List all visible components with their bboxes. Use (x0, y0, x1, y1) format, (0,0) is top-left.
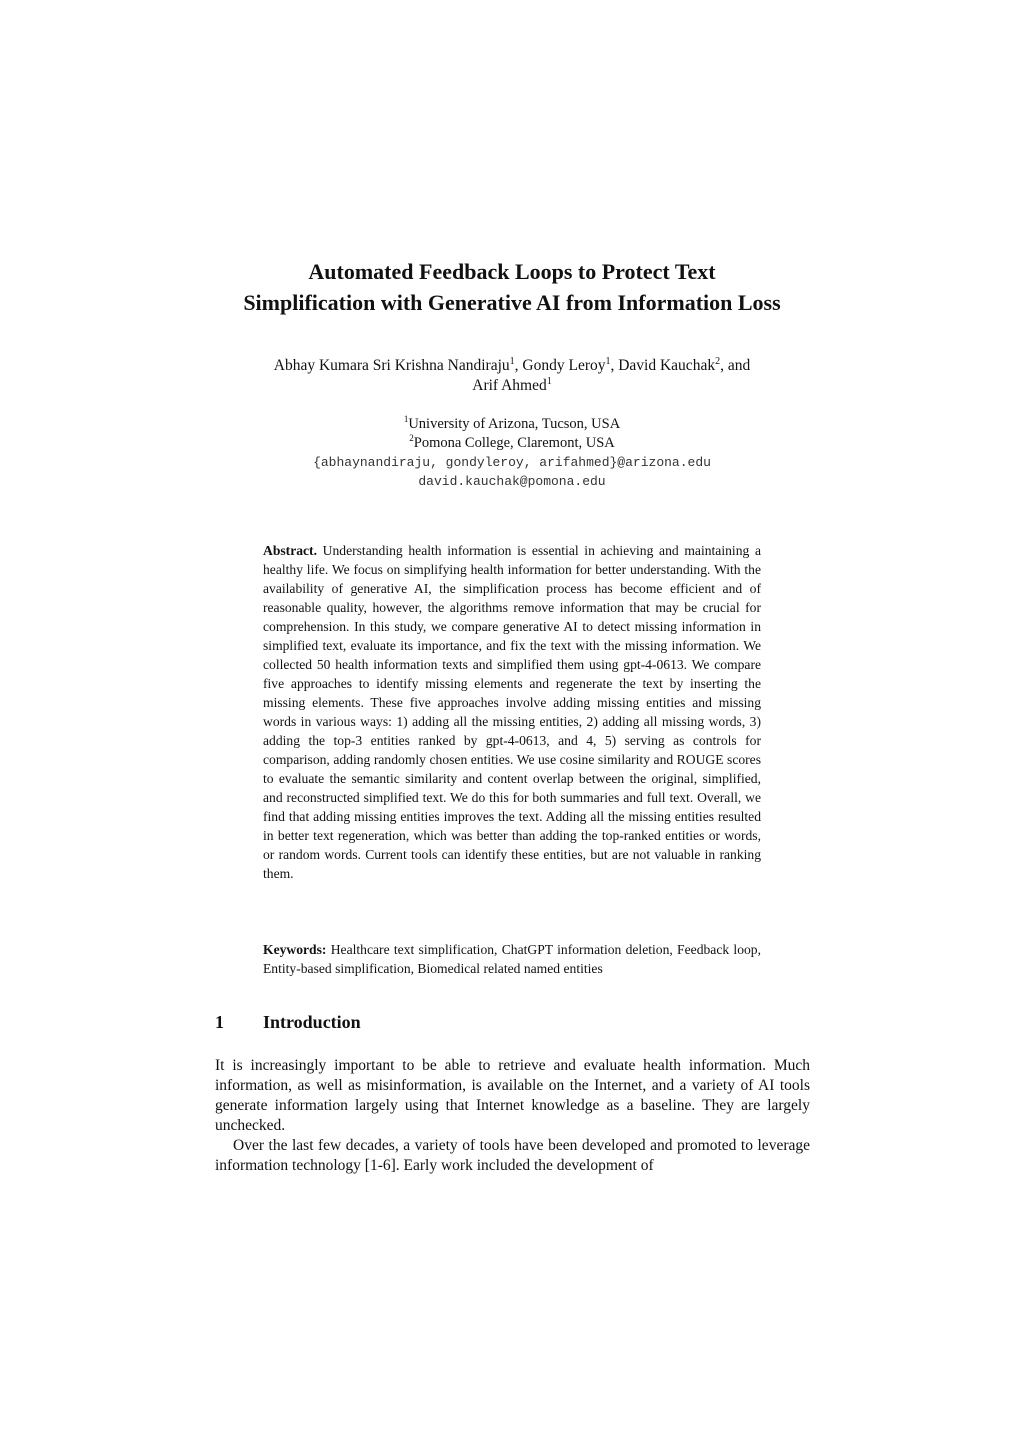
author-list (200, 356, 824, 396)
title-line-1: Automated Feedback Loops to Protect Text (308, 259, 716, 284)
paper-title (160, 256, 864, 318)
affiliation-2-text: Pomona College, Claremont, USA (413, 435, 615, 451)
affiliation-1-mark: 1 (403, 414, 409, 425)
keywords-text: Healthcare text simplification, ChatGPT information deletion, Feedback loop, Entity-based simplification, Biomedical related named entities (263, 942, 761, 976)
email-pomona: david.kauchak@pomona.edu (418, 474, 606, 489)
affiliation-1 (200, 415, 824, 434)
title-line-2: Simplification with Generative AI from Information Loss (243, 290, 781, 315)
section-title: Introduction (263, 1012, 361, 1032)
paragraph-1: It is increasingly important to be able to retrieve and evaluate health information. Much information, as well as misinformation, is available on the Internet, and a variety of AI tools generate information largely using that Internet knowledge as a baseline. They are largely unchecked. (215, 1057, 810, 1134)
keywords (263, 940, 761, 978)
author-1-affiliation-mark: 1 (509, 355, 515, 367)
paragraph-2: Over the last few decades, a variety of tools have been developed and promoted to leverage information technology [1-6]. Early work included the development of (215, 1137, 810, 1174)
affiliation-1-text: University of Arizona, Tucson, USA (408, 416, 621, 432)
section-heading-introduction (215, 1010, 615, 1034)
abstract (263, 541, 761, 883)
author-3: , David Kauchak (610, 357, 716, 374)
email-arizona: {abhaynandiraju, gondyleroy, arifahmed}@arizona.edu (313, 455, 711, 470)
author-3-affiliation-mark: 2 (715, 355, 721, 367)
author-4-affiliation-mark: 1 (546, 375, 552, 387)
author-2: , Gondy Leroy (514, 357, 606, 374)
author-1: Abhay Kumara Sri Krishna Nandiraju (273, 357, 510, 374)
abstract-label: Abstract. (263, 543, 317, 558)
author-4: Arif Ahmed (472, 377, 547, 394)
affiliation-2 (200, 434, 824, 453)
affiliations (200, 415, 824, 491)
author-2-affiliation-mark: 1 (605, 355, 611, 367)
author-conjunction: , and (720, 357, 751, 374)
section-number: 1 (215, 1012, 224, 1032)
abstract-text: Understanding health information is essential in achieving and maintaining a healthy life. We focus on simplifying health information for better understanding. With the availability of generative AI, the simplification process has become efficient and of reasonable quality, however, the algorithms remove information that may be crucial for comprehension. In this study, we compare generative AI to detect missing information in simplified text, evaluate its importance, and fix the text with the missing information. We collected 50 health information texts and simplified them using gpt-4-0613. We compare five approaches to identify missing elements and regenerate the text by inserting the missing elements. These five approaches involve adding missing entities and missing words in various ways: 1) adding all the missing entities, 2) adding all missing words, 3) adding the top-3 entities ranked by gpt-4-0613, and 4, 5) serving as controls for comparison, adding randomly chosen entities. We use cosine similarity and ROUGE scores to evaluate the semantic similarity and content overlap between the original, simplified, and reconstructed simplified text. We do this for both summaries and full text. Overall, we find that adding missing entities improves the text. Adding all the missing entities resulted in better text regeneration, which was better than adding the top-ranked entities or words, or random words. Current tools can identify these entities, but are not valuable in ranking them. (263, 543, 761, 881)
introduction-body (215, 1056, 810, 1176)
affiliation-2-mark: 2 (409, 433, 414, 444)
keywords-label: Keywords: (263, 942, 327, 957)
